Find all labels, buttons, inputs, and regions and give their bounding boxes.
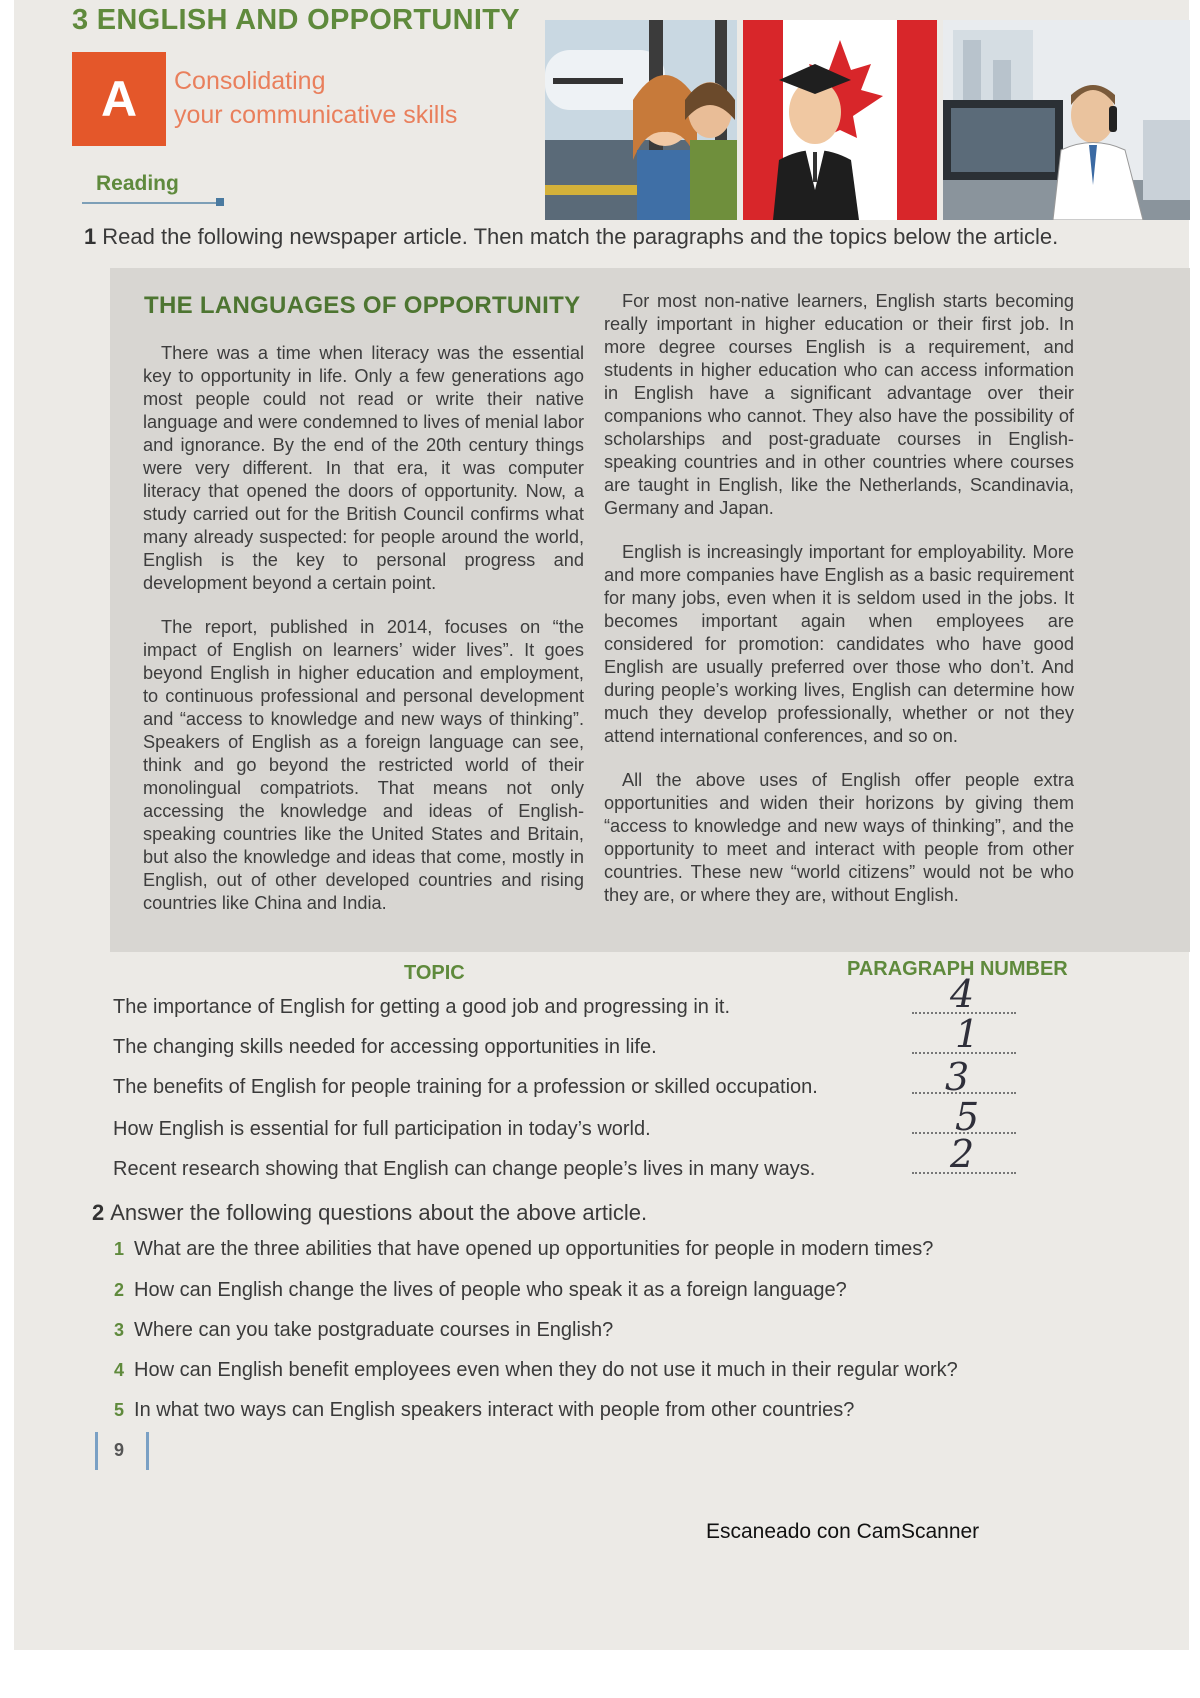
article-left-column <box>143 342 584 936</box>
reading-underline <box>82 202 220 204</box>
article-paragraph-2: The report, published in 2014, focuses on “the impact of English on learners’ wider lives”. It goes beyond English in higher education and employment, to continuous professional and personal development and “access to knowledge and new ways of thinking”. Speakers of English as a foreign language can see, think and go beyond the restricted world of their monolingual compatriots. That means not only accessing the knowledge and ideas of English-speaking countries like the United States and Britain, but also the knowledge and ideas that come, mostly in English, out of other developed countries and rising countries like China and India. <box>143 617 584 913</box>
handwritten-answer-4: 5 <box>955 1095 980 1139</box>
exercise-2-number: 2 <box>92 1200 105 1225</box>
topic-row-3: The benefits of English for people training for a profession or skilled occupation. <box>113 1076 818 1098</box>
section-letter-badge: A <box>72 52 166 146</box>
scanner-watermark: Escaneado con CamScanner <box>706 1520 980 1543</box>
question-5 <box>114 1399 854 1422</box>
question-4-number: 4 <box>114 1360 125 1380</box>
airport-illustration <box>545 20 737 220</box>
reading-label: Reading <box>96 172 179 195</box>
question-5-number: 5 <box>114 1400 125 1420</box>
exercise-1-number: 1 <box>84 224 97 249</box>
page-number-bar-left <box>95 1432 98 1470</box>
topic-row-2: The changing skills needed for accessing opportunities in life. <box>113 1036 657 1058</box>
article-paragraph-4: English is increasingly important for employability. More and more companies have English as a basic requirement for many jobs, even when it is seldom used in the jobs. It becomes important again when employees are considered for promotion: candidates who have good English are usually preferred over those who don’t. And during people’s working lives, English can determine how much they develop professionally, whether or not they attend international conferences, and so on. <box>604 542 1074 746</box>
office-illustration <box>943 20 1190 220</box>
paragraph-number-header: PARAGRAPH NUMBER <box>847 958 1068 980</box>
section-subtitle-line1: Consolidating <box>174 67 326 95</box>
exercise-2-text: Answer the following questions about the above article. <box>110 1200 648 1225</box>
question-1-number: 1 <box>114 1239 125 1259</box>
exercise-1-instruction <box>84 224 1058 250</box>
question-2-number: 2 <box>114 1280 125 1300</box>
handwritten-answer-3: 3 <box>945 1055 970 1099</box>
question-1 <box>114 1238 933 1261</box>
question-4 <box>114 1359 958 1382</box>
article-paragraph-1: There was a time when literacy was the essential key to opportunity in life. Only a few generations ago most people could not read or write their native language and were condemned to lives of menial labor and ignorance. By the end of the 20th century things were very different. In that era, it was computer literacy that opened the doors of opportunity. Now, a study carried out for the British Council confirms what many already suspected: for people around the world, English is the key to personal progress and development beyond a certain point. <box>143 343 584 593</box>
exercise-1-text: Read the following newspaper article. Then match the paragraphs and the topics below the article. <box>102 224 1059 249</box>
article-paragraph-5: All the above uses of English offer people extra opportunities and widen their horizons by giving them “access to knowledge and new ways of thinking”, and the opportunity to meet and interact with people from other countries. These new “world citizens” would not be who they are, or where they are, without English. <box>604 770 1074 905</box>
section-subtitle-line2: your communicative skills <box>174 101 458 129</box>
question-3-text: Where can you take postgraduate courses in English? <box>134 1319 614 1341</box>
exercise-2-instruction <box>92 1200 647 1226</box>
topic-row-4: How English is essential for full participation in today’s world. <box>113 1118 651 1140</box>
topic-header: TOPIC <box>404 962 465 984</box>
question-5-text: In what two ways can English speakers interact with people from other countries? <box>134 1399 855 1421</box>
question-3-number: 3 <box>114 1320 125 1340</box>
handwritten-answer-2: 1 <box>955 1012 980 1056</box>
handwritten-answer-5: 2 <box>950 1132 975 1176</box>
page-number: 9 <box>114 1440 125 1460</box>
graduate-illustration <box>743 20 937 220</box>
handwritten-answer-1: 4 <box>950 972 975 1016</box>
topic-row-1: The importance of English for getting a good job and progressing in it. <box>113 996 731 1018</box>
question-4-text: How can English benefit employees even when they do not use it much in their regular work? <box>134 1359 958 1381</box>
question-2-text: How can English change the lives of people who speak it as a foreign language? <box>134 1279 847 1301</box>
article-paragraph-3: For most non-native learners, English starts becoming really important in higher education or their first job. In more degree courses English is a requirement, and students in higher education who can access information in English have a significant advantage over their companions who cannot. They also have the possibility of scholarships and post-graduate courses in English-speaking countries and in other countries where courses are taught in English, like the Netherlands, Scandinavia, Germany and Japan. <box>604 291 1074 518</box>
section-subtitle <box>174 64 457 132</box>
reading-underline-dot <box>216 198 224 206</box>
unit-title: 3 ENGLISH AND OPPORTUNITY <box>72 4 520 36</box>
question-3 <box>114 1319 613 1342</box>
page-number-bar-right <box>146 1432 149 1470</box>
question-2 <box>114 1279 847 1302</box>
article-title: THE LANGUAGES OF OPPORTUNITY <box>144 292 581 319</box>
article-right-column <box>604 290 1074 928</box>
topic-row-5: Recent research showing that English can change people’s lives in many ways. <box>113 1158 816 1180</box>
question-1-text: What are the three abilities that have opened up opportunities for people in modern times? <box>134 1238 934 1260</box>
illustration-strip <box>545 20 1190 220</box>
